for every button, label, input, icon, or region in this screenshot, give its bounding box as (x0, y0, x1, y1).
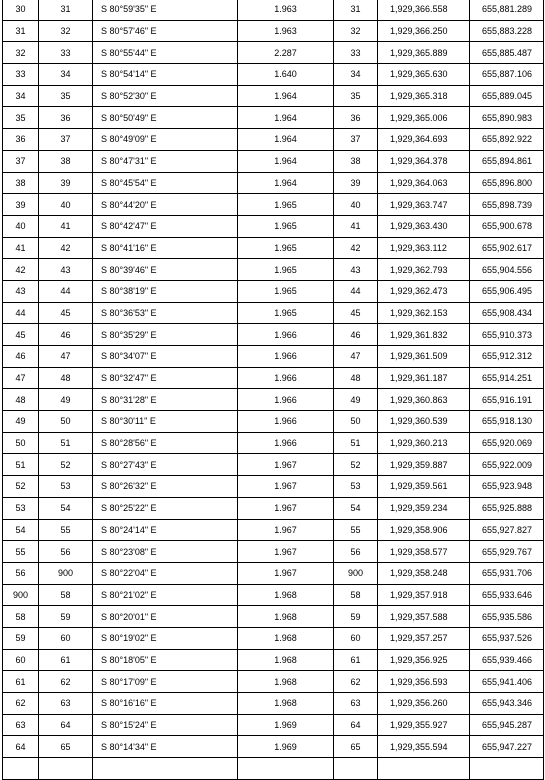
y-coordinate-cell: 1,929,357.918 (378, 584, 470, 606)
vertex-cell: 35 (334, 85, 378, 107)
table-row (3, 519, 544, 541)
vertex-cell: 49 (334, 389, 378, 411)
bearing-cell: S 80°54'14" E (93, 64, 238, 86)
distance-cell: 1.964 (238, 85, 334, 107)
bearing-cell: S 80°25'22" E (93, 497, 238, 519)
station-cell: 54 (3, 519, 39, 541)
x-coordinate-cell: 655,943.346 (470, 693, 544, 715)
sighted-point-cell: 54 (39, 497, 93, 519)
sighted-point-cell: 41 (39, 215, 93, 237)
table-row (3, 346, 544, 368)
x-coordinate-cell: 655,883.228 (470, 20, 544, 42)
distance-cell: 1.966 (238, 367, 334, 389)
distance-cell: 1.964 (238, 129, 334, 151)
distance-cell (238, 758, 334, 780)
table-row (3, 389, 544, 411)
y-coordinate-cell: 1,929,362.793 (378, 259, 470, 281)
sighted-point-cell: 59 (39, 606, 93, 628)
y-coordinate-cell: 1,929,362.473 (378, 280, 470, 302)
table-row (3, 476, 544, 498)
vertex-cell: 43 (334, 259, 378, 281)
coordinate-table (2, 0, 544, 780)
sighted-point-cell: 65 (39, 736, 93, 758)
sighted-point-cell: 37 (39, 129, 93, 151)
x-coordinate-cell: 655,894.861 (470, 150, 544, 172)
x-coordinate-cell: 655,896.800 (470, 172, 544, 194)
y-coordinate-cell: 1,929,364.693 (378, 129, 470, 151)
x-coordinate-cell: 655,902.617 (470, 237, 544, 259)
x-coordinate-cell: 655,912.312 (470, 346, 544, 368)
bearing-cell: S 80°45'54" E (93, 172, 238, 194)
x-coordinate-cell: 655,945.287 (470, 714, 544, 736)
vertex-cell: 44 (334, 280, 378, 302)
sighted-point-cell: 32 (39, 20, 93, 42)
bearing-cell: S 80°21'02" E (93, 584, 238, 606)
bearing-cell: S 80°23'08" E (93, 541, 238, 563)
y-coordinate-cell: 1,929,366.250 (378, 20, 470, 42)
sighted-point-cell: 51 (39, 432, 93, 454)
bearing-cell: S 80°19'02" E (93, 627, 238, 649)
station-cell: 49 (3, 411, 39, 433)
sighted-point-cell: 50 (39, 411, 93, 433)
station-cell: 62 (3, 693, 39, 715)
distance-cell: 1.967 (238, 476, 334, 498)
y-coordinate-cell: 1,929,360.863 (378, 389, 470, 411)
x-coordinate-cell: 655,898.739 (470, 194, 544, 216)
distance-cell: 1.640 (238, 64, 334, 86)
table-row (3, 432, 544, 454)
table-row (3, 562, 544, 584)
station-cell: 60 (3, 649, 39, 671)
table-row (3, 64, 544, 86)
y-coordinate-cell: 1,929,363.430 (378, 215, 470, 237)
x-coordinate-cell: 655,904.556 (470, 259, 544, 281)
table-row (3, 194, 544, 216)
y-coordinate-cell: 1,929,356.925 (378, 649, 470, 671)
distance-cell: 1.963 (238, 0, 334, 20)
table-row (3, 324, 544, 346)
distance-cell: 1.964 (238, 107, 334, 129)
sighted-point-cell: 55 (39, 519, 93, 541)
y-coordinate-cell: 1,929,360.213 (378, 432, 470, 454)
vertex-cell: 54 (334, 497, 378, 519)
sighted-point-cell: 35 (39, 85, 93, 107)
distance-cell: 1.966 (238, 324, 334, 346)
table-row (3, 671, 544, 693)
vertex-cell: 38 (334, 150, 378, 172)
station-cell: 52 (3, 476, 39, 498)
table-row (3, 20, 544, 42)
distance-cell: 1.968 (238, 671, 334, 693)
y-coordinate-cell: 1,929,364.378 (378, 150, 470, 172)
station-cell: 51 (3, 454, 39, 476)
vertex-cell: 40 (334, 194, 378, 216)
x-coordinate-cell: 655,910.373 (470, 324, 544, 346)
vertex-cell: 900 (334, 562, 378, 584)
x-coordinate-cell: 655,947.227 (470, 736, 544, 758)
station-cell: 55 (3, 541, 39, 563)
bearing-cell: S 80°26'32" E (93, 476, 238, 498)
bearing-cell (93, 758, 238, 780)
station-cell: 41 (3, 237, 39, 259)
bearing-cell: S 80°27'43" E (93, 454, 238, 476)
distance-cell: 1.963 (238, 20, 334, 42)
bearing-cell: S 80°36'53" E (93, 302, 238, 324)
y-coordinate-cell: 1,929,361.832 (378, 324, 470, 346)
vertex-cell: 62 (334, 671, 378, 693)
y-coordinate-cell: 1,929,362.153 (378, 302, 470, 324)
bearing-cell: S 80°41'16" E (93, 237, 238, 259)
distance-cell: 1.968 (238, 584, 334, 606)
bearing-cell: S 80°50'49" E (93, 107, 238, 129)
vertex-cell: 58 (334, 584, 378, 606)
vertex-cell: 52 (334, 454, 378, 476)
distance-cell: 1.965 (238, 259, 334, 281)
y-coordinate-cell: 1,929,357.257 (378, 627, 470, 649)
y-coordinate-cell: 1,929,355.927 (378, 714, 470, 736)
sighted-point-cell: 900 (39, 562, 93, 584)
vertex-cell: 42 (334, 237, 378, 259)
distance-cell: 1.968 (238, 693, 334, 715)
bearing-cell: S 80°59'35" E (93, 0, 238, 20)
vertex-cell: 47 (334, 346, 378, 368)
sighted-point-cell: 53 (39, 476, 93, 498)
table-row (3, 714, 544, 736)
bearing-cell: S 80°57'46" E (93, 20, 238, 42)
sighted-point-cell: 49 (39, 389, 93, 411)
bearing-cell: S 80°24'14" E (93, 519, 238, 541)
sighted-point-cell: 43 (39, 259, 93, 281)
distance-cell: 1.965 (238, 302, 334, 324)
x-coordinate-cell: 655,925.888 (470, 497, 544, 519)
y-coordinate-cell: 1,929,365.889 (378, 42, 470, 64)
vertex-cell (334, 758, 378, 780)
bearing-cell: S 80°14'34" E (93, 736, 238, 758)
distance-cell: 1.968 (238, 627, 334, 649)
table-row (3, 584, 544, 606)
station-cell: 35 (3, 107, 39, 129)
station-cell: 900 (3, 584, 39, 606)
bearing-cell: S 80°16'16" E (93, 693, 238, 715)
sighted-point-cell: 60 (39, 627, 93, 649)
x-coordinate-cell: 655,941.406 (470, 671, 544, 693)
station-cell: 33 (3, 64, 39, 86)
distance-cell: 1.966 (238, 432, 334, 454)
vertex-cell: 48 (334, 367, 378, 389)
sighted-point-cell: 36 (39, 107, 93, 129)
table-row (3, 649, 544, 671)
x-coordinate-cell: 655,914.251 (470, 367, 544, 389)
distance-cell: 1.965 (238, 280, 334, 302)
station-cell: 31 (3, 20, 39, 42)
table-row (3, 627, 544, 649)
x-coordinate-cell: 655,887.106 (470, 64, 544, 86)
bearing-cell: S 80°55'44" E (93, 42, 238, 64)
bearing-cell: S 80°15'24" E (93, 714, 238, 736)
table-row (3, 736, 544, 758)
table-row (3, 693, 544, 715)
y-coordinate-cell: 1,929,366.558 (378, 0, 470, 20)
x-coordinate-cell: 655,916.191 (470, 389, 544, 411)
vertex-cell: 56 (334, 541, 378, 563)
distance-cell: 1.964 (238, 172, 334, 194)
x-coordinate-cell: 655,906.495 (470, 280, 544, 302)
bearing-cell: S 80°32'47" E (93, 367, 238, 389)
x-coordinate-cell: 655,920.069 (470, 432, 544, 454)
vertex-cell: 32 (334, 20, 378, 42)
x-coordinate-cell (470, 758, 544, 780)
bearing-cell: S 80°38'19" E (93, 280, 238, 302)
bearing-cell: S 80°18'05" E (93, 649, 238, 671)
sighted-point-cell: 40 (39, 194, 93, 216)
bearing-cell: S 80°20'01" E (93, 606, 238, 628)
distance-cell: 1.968 (238, 606, 334, 628)
station-cell: 56 (3, 562, 39, 584)
station-cell: 48 (3, 389, 39, 411)
distance-cell: 1.968 (238, 649, 334, 671)
vertex-cell: 39 (334, 172, 378, 194)
y-coordinate-cell: 1,929,358.248 (378, 562, 470, 584)
x-coordinate-cell: 655,923.948 (470, 476, 544, 498)
sighted-point-cell: 58 (39, 584, 93, 606)
station-cell: 36 (3, 129, 39, 151)
y-coordinate-cell (378, 758, 470, 780)
table-row (3, 367, 544, 389)
station-cell: 43 (3, 280, 39, 302)
sighted-point-cell: 63 (39, 693, 93, 715)
bearing-cell: S 80°34'07" E (93, 346, 238, 368)
station-cell: 58 (3, 606, 39, 628)
station-cell: 50 (3, 432, 39, 454)
y-coordinate-cell: 1,929,361.509 (378, 346, 470, 368)
bearing-cell: S 80°22'04" E (93, 562, 238, 584)
vertex-cell: 64 (334, 714, 378, 736)
y-coordinate-cell: 1,929,360.539 (378, 411, 470, 433)
x-coordinate-cell: 655,933.646 (470, 584, 544, 606)
station-cell: 34 (3, 85, 39, 107)
table-row (3, 259, 544, 281)
y-coordinate-cell: 1,929,357.588 (378, 606, 470, 628)
vertex-cell: 51 (334, 432, 378, 454)
vertex-cell: 33 (334, 42, 378, 64)
station-cell: 46 (3, 346, 39, 368)
x-coordinate-cell: 655,937.526 (470, 627, 544, 649)
distance-cell: 1.967 (238, 541, 334, 563)
x-coordinate-cell: 655,929.767 (470, 541, 544, 563)
sighted-point-cell: 45 (39, 302, 93, 324)
x-coordinate-cell: 655,889.045 (470, 85, 544, 107)
y-coordinate-cell: 1,929,359.234 (378, 497, 470, 519)
x-coordinate-cell: 655,885.487 (470, 42, 544, 64)
vertex-cell: 34 (334, 64, 378, 86)
y-coordinate-cell: 1,929,359.561 (378, 476, 470, 498)
bearing-cell: S 80°35'29" E (93, 324, 238, 346)
vertex-cell: 65 (334, 736, 378, 758)
x-coordinate-cell: 655,918.130 (470, 411, 544, 433)
table-row (3, 758, 544, 780)
y-coordinate-cell: 1,929,365.318 (378, 85, 470, 107)
y-coordinate-cell: 1,929,355.594 (378, 736, 470, 758)
y-coordinate-cell: 1,929,361.187 (378, 367, 470, 389)
station-cell: 42 (3, 259, 39, 281)
distance-cell: 1.966 (238, 411, 334, 433)
x-coordinate-cell: 655,931.706 (470, 562, 544, 584)
sighted-point-cell: 64 (39, 714, 93, 736)
y-coordinate-cell: 1,929,356.593 (378, 671, 470, 693)
bearing-cell: S 80°44'20" E (93, 194, 238, 216)
table-row (3, 541, 544, 563)
distance-cell: 1.969 (238, 714, 334, 736)
bearing-cell: S 80°17'09" E (93, 671, 238, 693)
x-coordinate-cell: 655,892.922 (470, 129, 544, 151)
station-cell: 44 (3, 302, 39, 324)
station-cell: 64 (3, 736, 39, 758)
distance-cell: 1.965 (238, 215, 334, 237)
station-cell: 37 (3, 150, 39, 172)
bearing-cell: S 80°47'31" E (93, 150, 238, 172)
sighted-point-cell: 34 (39, 64, 93, 86)
x-coordinate-cell: 655,881.289 (470, 0, 544, 20)
sighted-point-cell: 48 (39, 367, 93, 389)
bearing-cell: S 80°28'56" E (93, 432, 238, 454)
table-row (3, 150, 544, 172)
distance-cell: 1.967 (238, 562, 334, 584)
vertex-cell: 60 (334, 627, 378, 649)
bearing-cell: S 80°31'28" E (93, 389, 238, 411)
bearing-cell: S 80°49'09" E (93, 129, 238, 151)
station-cell: 61 (3, 671, 39, 693)
vertex-cell: 59 (334, 606, 378, 628)
station-cell: 38 (3, 172, 39, 194)
distance-cell: 1.966 (238, 346, 334, 368)
station-cell: 59 (3, 627, 39, 649)
table-row (3, 42, 544, 64)
vertex-cell: 46 (334, 324, 378, 346)
sighted-point-cell: 62 (39, 671, 93, 693)
station-cell (3, 758, 39, 780)
distance-cell: 1.967 (238, 519, 334, 541)
x-coordinate-cell: 655,900.678 (470, 215, 544, 237)
y-coordinate-cell: 1,929,356.260 (378, 693, 470, 715)
table-row (3, 454, 544, 476)
vertex-cell: 37 (334, 129, 378, 151)
table-row (3, 129, 544, 151)
vertex-cell: 55 (334, 519, 378, 541)
sighted-point-cell: 56 (39, 541, 93, 563)
station-cell: 32 (3, 42, 39, 64)
station-cell: 47 (3, 367, 39, 389)
sighted-point-cell: 46 (39, 324, 93, 346)
table-row (3, 497, 544, 519)
distance-cell: 1.967 (238, 454, 334, 476)
sighted-point-cell: 42 (39, 237, 93, 259)
distance-cell: 2.287 (238, 42, 334, 64)
distance-cell: 1.965 (238, 194, 334, 216)
table-row (3, 172, 544, 194)
table-row (3, 411, 544, 433)
bearing-cell: S 80°52'30" E (93, 85, 238, 107)
distance-cell: 1.964 (238, 150, 334, 172)
sighted-point-cell: 39 (39, 172, 93, 194)
table-row (3, 215, 544, 237)
vertex-cell: 63 (334, 693, 378, 715)
station-cell: 30 (3, 0, 39, 20)
y-coordinate-cell: 1,929,364.063 (378, 172, 470, 194)
station-cell: 63 (3, 714, 39, 736)
distance-cell: 1.966 (238, 389, 334, 411)
vertex-cell: 53 (334, 476, 378, 498)
sighted-point-cell: 61 (39, 649, 93, 671)
y-coordinate-cell: 1,929,359.887 (378, 454, 470, 476)
sighted-point-cell (39, 758, 93, 780)
sighted-point-cell: 33 (39, 42, 93, 64)
table-row (3, 107, 544, 129)
table-row (3, 85, 544, 107)
table-row (3, 606, 544, 628)
vertex-cell: 45 (334, 302, 378, 324)
bearing-cell: S 80°39'46" E (93, 259, 238, 281)
station-cell: 39 (3, 194, 39, 216)
y-coordinate-cell: 1,929,358.906 (378, 519, 470, 541)
table-row (3, 237, 544, 259)
sighted-point-cell: 47 (39, 346, 93, 368)
y-coordinate-cell: 1,929,365.006 (378, 107, 470, 129)
y-coordinate-cell: 1,929,365.630 (378, 64, 470, 86)
coordinate-table-body (3, 0, 544, 779)
bearing-cell: S 80°42'47" E (93, 215, 238, 237)
vertex-cell: 61 (334, 649, 378, 671)
sighted-point-cell: 38 (39, 150, 93, 172)
vertex-cell: 31 (334, 0, 378, 20)
sighted-point-cell: 44 (39, 280, 93, 302)
x-coordinate-cell: 655,935.586 (470, 606, 544, 628)
table-row (3, 280, 544, 302)
vertex-cell: 36 (334, 107, 378, 129)
table-row (3, 302, 544, 324)
x-coordinate-cell: 655,908.434 (470, 302, 544, 324)
y-coordinate-cell: 1,929,363.747 (378, 194, 470, 216)
station-cell: 40 (3, 215, 39, 237)
vertex-cell: 41 (334, 215, 378, 237)
sighted-point-cell: 52 (39, 454, 93, 476)
distance-cell: 1.967 (238, 497, 334, 519)
distance-cell: 1.965 (238, 237, 334, 259)
station-cell: 53 (3, 497, 39, 519)
station-cell: 45 (3, 324, 39, 346)
x-coordinate-cell: 655,927.827 (470, 519, 544, 541)
vertex-cell: 50 (334, 411, 378, 433)
y-coordinate-cell: 1,929,363.112 (378, 237, 470, 259)
table-row (3, 0, 544, 20)
distance-cell: 1.969 (238, 736, 334, 758)
x-coordinate-cell: 655,939.466 (470, 649, 544, 671)
x-coordinate-cell: 655,890.983 (470, 107, 544, 129)
x-coordinate-cell: 655,922.009 (470, 454, 544, 476)
sighted-point-cell: 31 (39, 0, 93, 20)
y-coordinate-cell: 1,929,358.577 (378, 541, 470, 563)
bearing-cell: S 80°30'11" E (93, 411, 238, 433)
